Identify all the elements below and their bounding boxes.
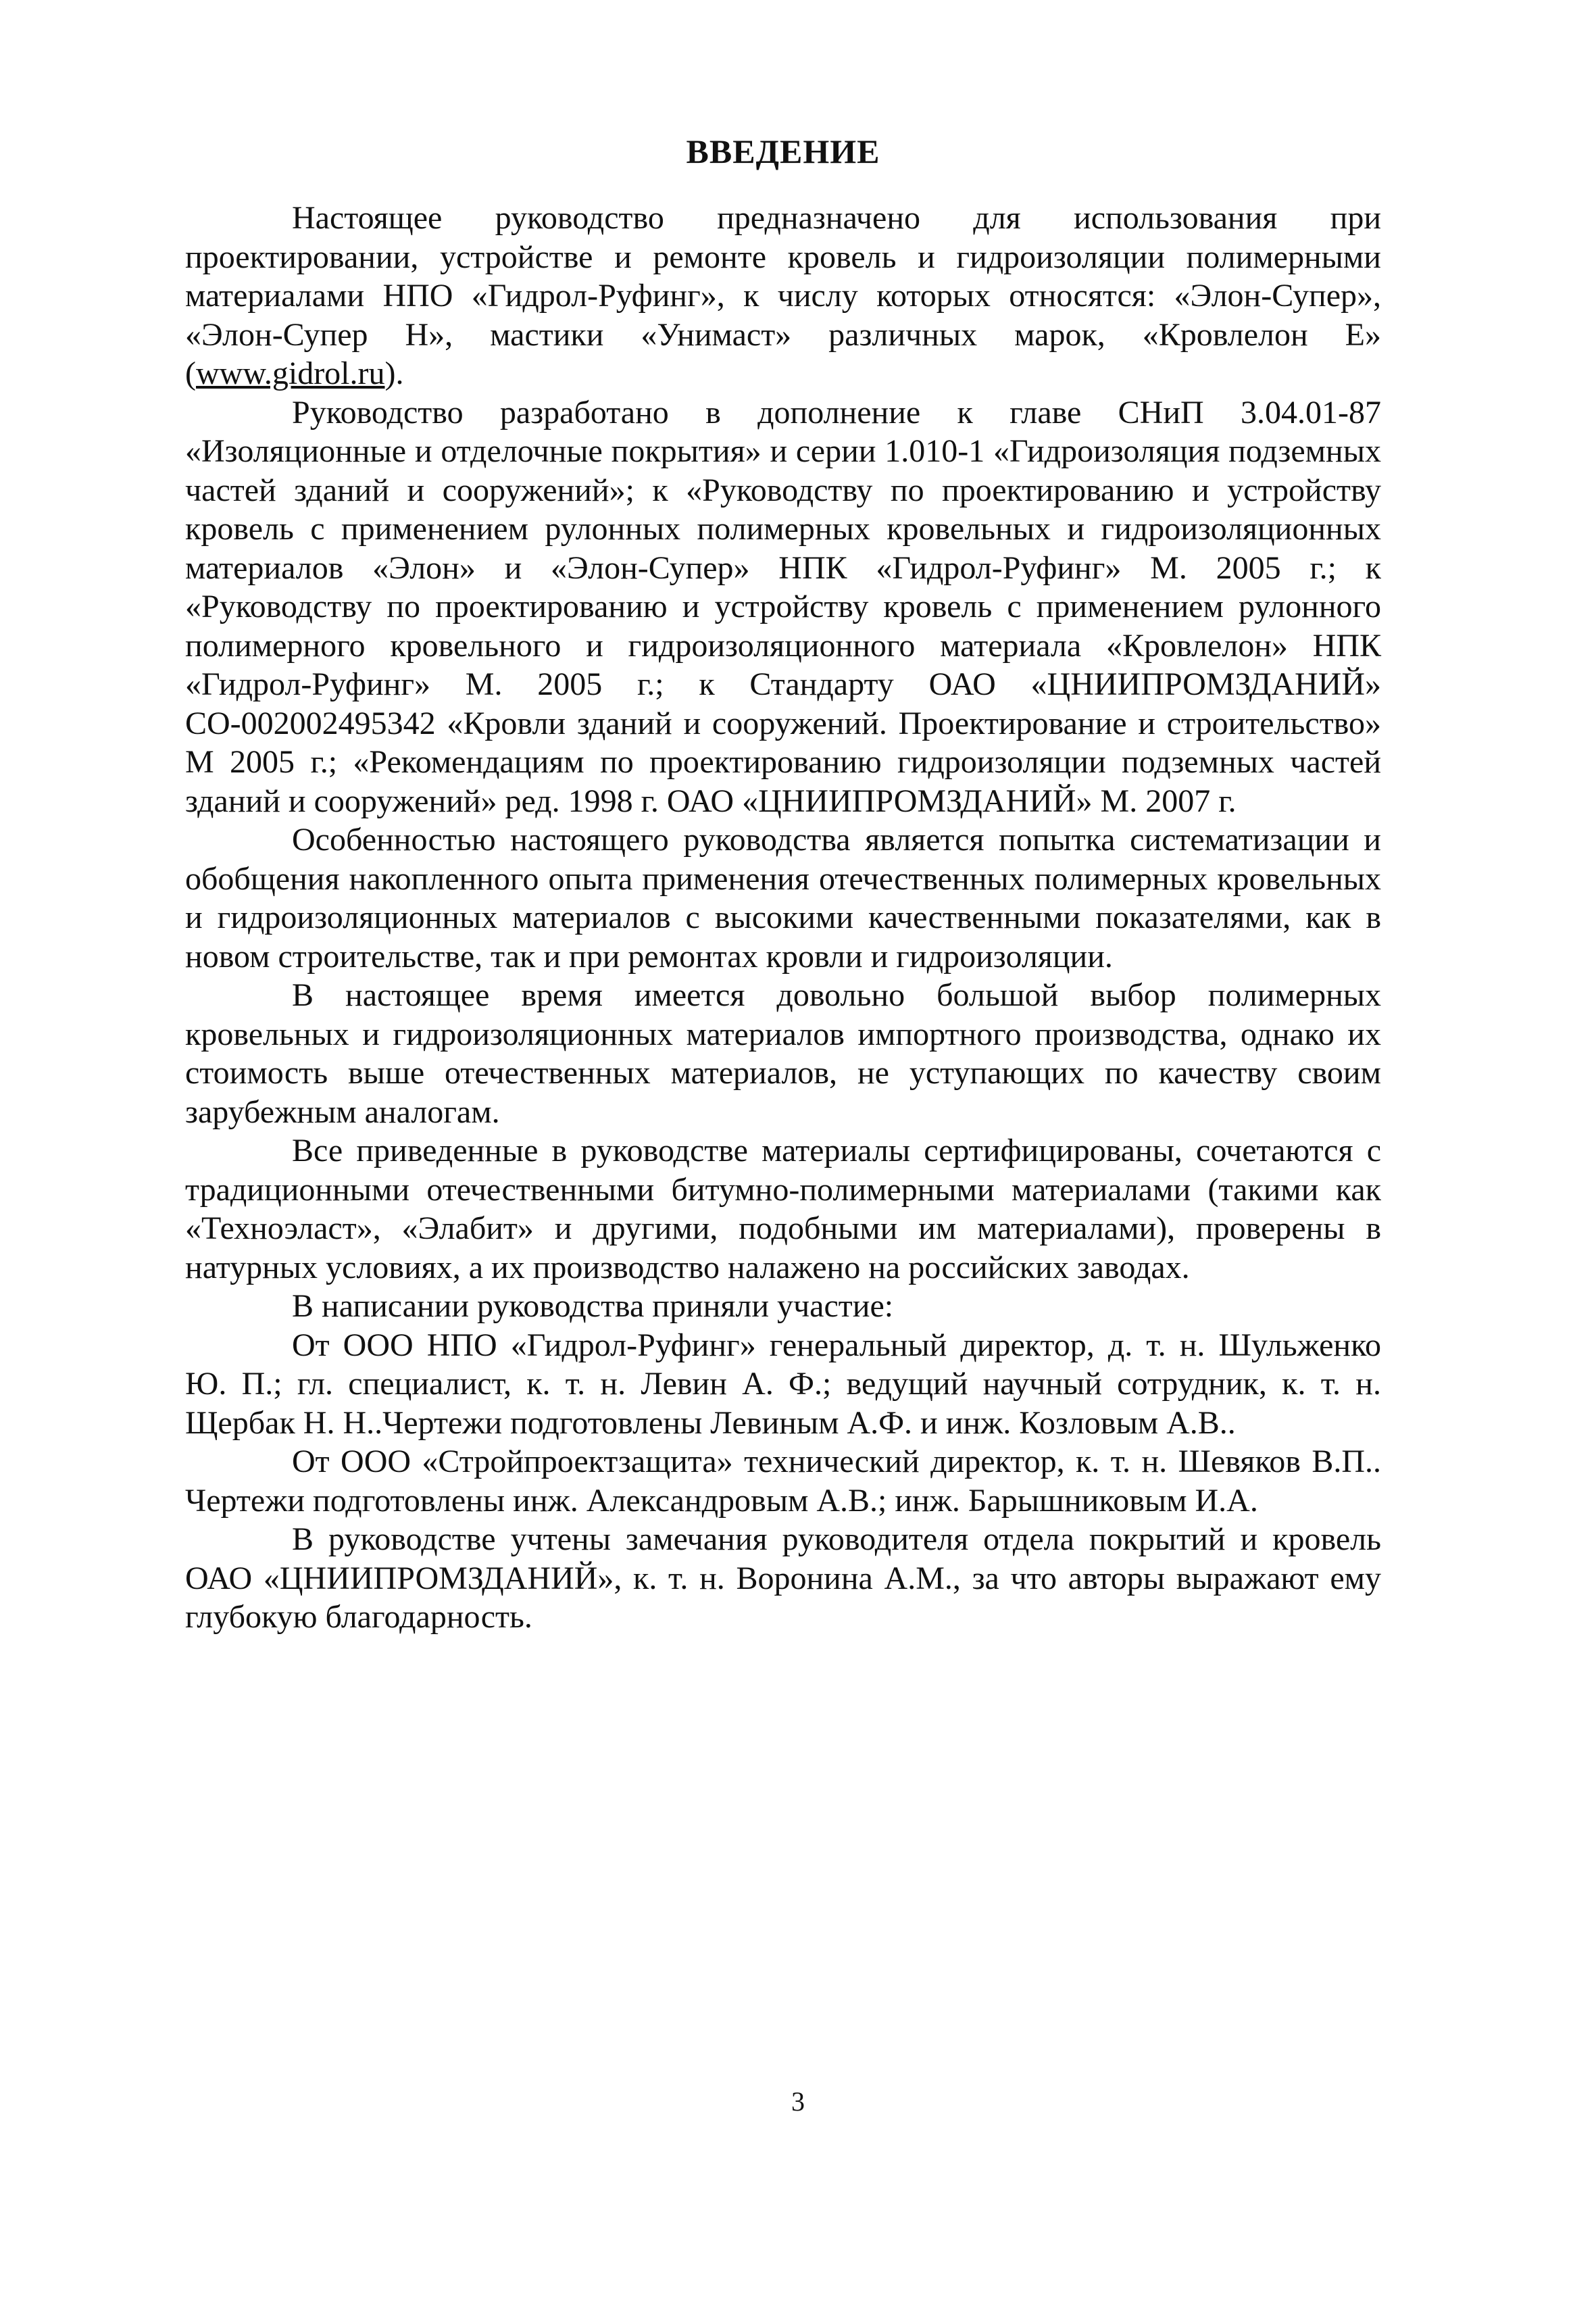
paragraph-certification: Все приведенные в руководстве материалы сертифицированы, сочетаются с традиционными отечественными битумно-полимерными материалами (такими как «Техноэласт», «Элабит» и другими, подобными им материалами), проверены в натурных условиях, а их производство налажено на российских заводах.: [185, 1133, 1381, 1285]
paragraph-acknowledgement: В руководстве учтены замечания руководителя отдела покрытий и кровель ОАО «ЦНИИПРОМЗДАНИЙ», к. т. н. Воронина А.М., за что авторы выражают ему глубокую благодарность.: [185, 1521, 1381, 1635]
paragraph-contributors-gidrol: От ООО НПО «Гидрол-Руфинг» генеральный директор, д. т. н. Шульженко Ю. П.; гл. специалист, к. т. н. Левин А. Ф.; ведущий научный сотрудник, к. т. н. Щербак Н. Н..Чертежи подготовлены Левиным А.Ф. и инж. Козловым А.В..: [185, 1327, 1381, 1441]
paragraph-references: Руководство разработано в дополнение к главе СНиП 3.04.01-87 «Изоляционные и отделочные покрытия» и серии 1.010-1 «Гидроизоляция подземных частей зданий и сооружений»; к «Руководству по проектированию и устройству кровель с применением рулонных полимерных кровельных и гидроизоляционных материалов «Элон» и «Элон-Супер» НПК «Гидрол-Руфинг» М. 2005 г.; к «Руководству по проектированию и устройству кровель с применением рулонного полимерного кровельного и гидроизоляционного материала «Кровлелон» НПК «Гидрол-Руфинг» М. 2005 г.; к Стандарту ОАО «ЦНИИПРОМЗДАНИЙ» СО-002002495342 «Кровли зданий и сооружений. Проектирование и строительство» М 2005 г.; «Рекомендациям по проектированию гидроизоляции подземных частей зданий и сооружений» ред. 1998 г. ОАО «ЦНИИПРОМЗДАНИЙ» М. 2007 г.: [185, 394, 1381, 819]
paragraph-market: В настоящее время имеется довольно большой выбор полимерных кровельных и гидроизоляционных материалов импортного производства, однако их стоимость выше отечественных материалов, не уступающих по качеству своим зарубежным аналогам.: [185, 977, 1381, 1130]
paragraph-feature: Особенностью настоящего руководства является попытка систематизации и обобщения накопленного опыта применения отечественных полимерных кровельных и гидроизоляционных материалов с высокими качественными показателями, как в новом строительстве, так и при ремонтах кровли и гидроизоляции.: [185, 822, 1381, 975]
paragraph-contributors-intro: В написании руководства приняли участие:: [292, 1288, 894, 1324]
paragraph-contributors-stroyproekt: От ООО «Стройпроектзащита» технический директор, к. т. н. Шевяков В.П.. Чертежи подготовлены инж. Александровым А.В.; инж. Барышниковым И.А.: [185, 1444, 1381, 1519]
page-number: 3: [791, 2086, 805, 2117]
document-title: ВВЕДЕНИЕ: [686, 132, 880, 170]
paragraph-purpose: [185, 199, 1381, 393]
paragraph-purpose-text: Настоящее руководство предназначено для использования при проектировании, устройстве и ремонте кровель и гидроизоляции полимерными материалами НПО «Гидрол-Руфинг», к числу которых относятся: «Элон-Супер», «Элон-Супер Н», мастики «Унимаст» различных марок, «Кровлелон Е» (: [185, 200, 1381, 391]
website-link[interactable]: www.gidrol.ru: [195, 355, 385, 391]
paragraph-purpose-tail: ).: [384, 355, 404, 391]
document-page: [185, 132, 1381, 1637]
